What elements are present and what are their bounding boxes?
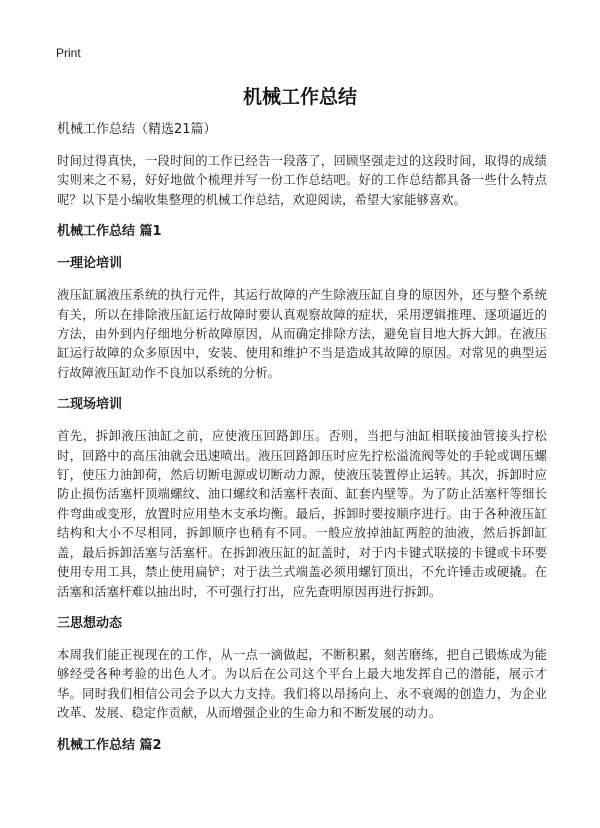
print-link[interactable]: Print <box>56 46 81 60</box>
section-onsite-paragraph: 首先，拆卸液压油缸之前，应使液压回路卸压。否则，当把与油缸相联接油管接头拧松时，回路中的高压油就会迅速喷出。液压回路卸压时应先拧松溢流阀等处的手轮或调压螺钉，使压力油卸荷，然后切断电源或切断动力源，使液压装置停止运转。其次，拆卸时应防止损伤活塞杆顶端螺纹、油口螺纹和活塞杆表面、缸套内壁等。为了防止活塞杆等细长件弯曲或变形，放置时应用垫木支承均衡。最后，拆卸时要按顺序进行。由于各种液压缸结构和大小不尽相同，拆卸顺序也稍有不同。一般应放掉油缸两腔的油液，然后拆卸缸盖，最后拆卸活塞与活塞杆。在拆卸液压缸的缸盖时，对于内卡键式联接的卡键或卡环要使用专用工具，禁止使用扁铲；对于法兰式端盖必须用螺钉顶出，不允许锤击或硬撬。在活塞和活塞杆难以抽出时，不可强行打出，应先查明原因再进行拆卸。 <box>57 429 547 599</box>
part1-heading: 机械工作总结 篇1 <box>57 224 162 240</box>
part2-heading: 机械工作总结 篇2 <box>57 737 162 753</box>
document-body <box>57 120 547 768</box>
page-title: 机械工作总结 <box>242 86 357 108</box>
section-thoughts-paragraph: 本周我们能正视现在的工作，从一点一滴做起，不断积累，刻苦磨练，把自己锻炼成为能够经受各种考验的出色人才。为以后在公司这个平台上最大地发挥自己的潜能，展示才华。同时我们相信公司会予以大力支持。我们将以昂扬向上、永不衰竭的创造力，为企业改革、发展、稳定作贡献，从而增强企业的生命力和不断发展的动力。 <box>57 647 547 721</box>
intro-paragraph: 时间过得真快，一段时间的工作已经告一段落了，回顾坚强走过的这段时间，取得的成绩实则来之不易，好好地做个梳理并写一份工作总结吧。好的工作总结都具备一些什么特点呢？以下是小编收集整理的机械工作总结，欢迎阅读，希望大家能够喜欢。 <box>57 154 547 207</box>
section-theory-paragraph: 液压缸属液压系统的执行元件，其运行故障的产生除液压缸自身的原因外，还与整个系统有关，所以在排除液压缸运行故障时要认真观察故障的症状，采用逻辑推理、逐项逼近的方法，由外到内仔细地分析故障原因，从而确定排除方法，避免盲目地大拆大卸。在液压缸运行故障的众多原因中，安装、使用和维护不当是造成其故障的原因。对常见的典型运行故障液压缸动作不良加以系统的分析。 <box>57 288 547 380</box>
section-thoughts-heading: 三思想动态 <box>57 615 123 631</box>
section-onsite-heading: 二现场培训 <box>57 397 123 413</box>
section-theory-heading: 一理论培训 <box>57 256 123 272</box>
document-subtitle: 机械工作总结（精选21篇） <box>57 122 217 137</box>
